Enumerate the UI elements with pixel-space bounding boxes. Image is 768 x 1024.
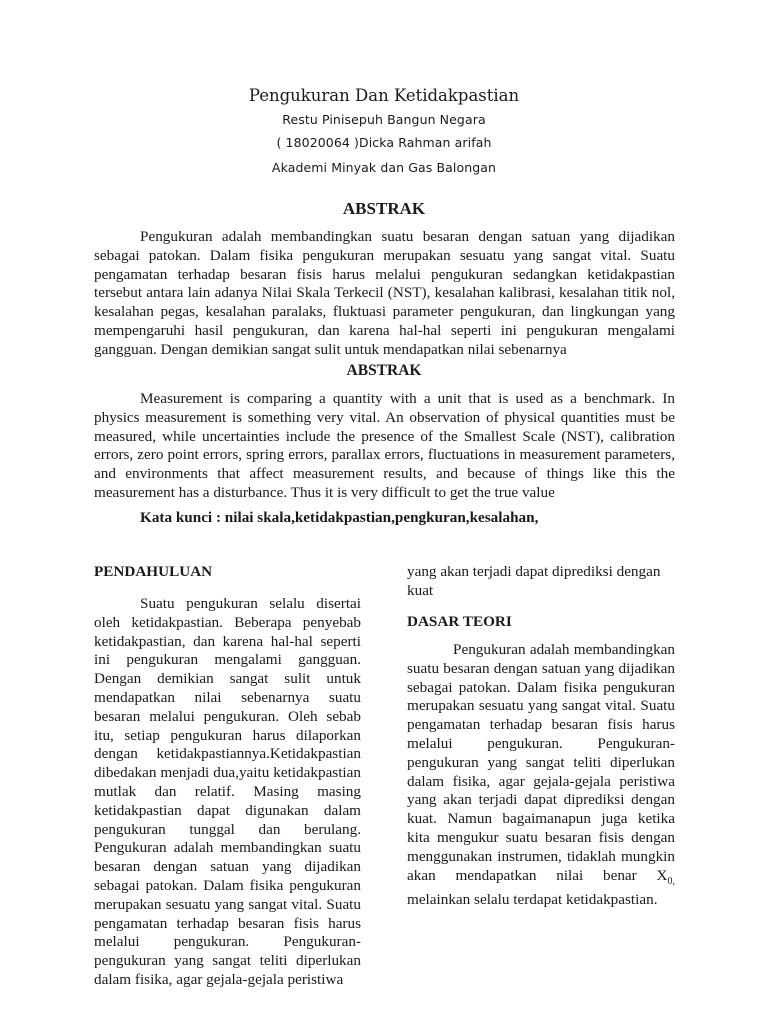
dasar-teori-text-part-2: melainkan selalu terdapat ketidakpastian. bbox=[407, 891, 658, 909]
author-line-2: ( 18020064 )Dicka Rahman arifah bbox=[276, 135, 492, 150]
abstract-text-indonesian: Pengukuran adalah membandingkan suatu besaran dengan satuan yang dijadikan sebagai patokan. Dalam fisika pengukuran merupakan sesuatu yang sangat vital. Suatu pengamatan terhadap besaran fisis harus melalui pengukuran sedangkan ketidakpastian tersebut antara lain adanya Nilai Skala Terkecil (NST), kesalahan kalibrasi, kesalahan titik nol, kesalahan pegas, kesalahan paralaks, fluktuasi parameter pengukuran, dan lingkungan yang mempengaruhi hasil pengukuran, dan karena hal-hal seperti ini pengukuran mengalami gangguan. Dengan demikian sangat sulit untuk mendapatkan nilai sebenarnya bbox=[94, 228, 675, 358]
abstract-heading-indonesian: ABSTRAK bbox=[342, 199, 426, 218]
abstract-heading-english: ABSTRAK bbox=[346, 362, 422, 379]
author-line-1: Restu Pinisepuh Bangun Negara bbox=[282, 112, 486, 127]
dasar-teori-text-part-1: Pengukuran adalah membandingkan suatu besaran dengan satuan yang dijadikan sebagai patokan. Dalam fisika pengukuran merupakan sesuatu yang sangat vital. Suatu pengamatan terhadap besaran fisis harus melalui pengukuran. Pengukuran-pengukuran yang sangat teliti diperlukan dalam fisika, agar gejala-gejala peristiwa yang akan terjadi dapat diprediksi dengan kuat. Namun bagaimanapun juga ketika kita mengukur suatu besaran fisis dengan menggunakan instrumen, tidaklah mungkin akan mendapatkan nilai benar X bbox=[407, 641, 675, 884]
keywords-line: Kata kunci : nilai skala,ketidakpastian,pengkuran,kesalahan, bbox=[140, 509, 539, 526]
section-heading-dasar-teori: DASAR TEORI bbox=[407, 613, 512, 630]
pendahuluan-body: Suatu pengukuran selalu disertai oleh ketidakpastian. Beberapa penyebab ketidakpastian, dan karena hal-hal seperti ini pengukuran mengalami gangguan. Dengan demikian sangat sulit untuk mendapatkan nilai sebenarnya suatu besaran melalui pengukuran. Oleh sebab itu, setiap pengukuran harus dilaporkan dengan ketidakpastiannya.Ketidakpastian dibedakan menjadi dua,yaitu ketidakpastian mutlak dan relatif. Masing masing ketidakpastian dapat digunakan dalam pengukuran tunggal dan berulang. Pengukuran adalah membandingkan suatu besaran dengan satuan yang dijadikan sebagai patokan. Dalam fisika pengukuran merupakan sesuatu yang sangat vital. Suatu pengamatan terhadap besaran fisis harus melalui pengukuran. Pengukuran-pengukuran yang sangat teliti diperlukan dalam fisika, agar gejala-gejala peristiwa bbox=[94, 595, 361, 988]
dasar-teori-body bbox=[407, 641, 675, 910]
section-heading-pendahuluan: PENDAHULUAN bbox=[94, 563, 213, 580]
dasar-teori-subscript: 0, bbox=[667, 875, 675, 887]
abstract-text-english: Measurement is comparing a quantity with a unit that is used as a benchmark. In physics measurement is something very vital. An observation of physical quantities must be measured, while uncertainties include the presence of the Smallest Scale (NST), calibration errors, zero point errors, spring errors, parallax errors, fluctuations in measurement parameters, and environments that affect measurement results, and because of things like this the measurement has a disturbance. Thus it is very difficult to get the true value bbox=[94, 390, 675, 501]
affiliation-line: Akademi Minyak dan Gas Balongan bbox=[271, 160, 497, 175]
pendahuluan-continuation: yang akan terjadi dapat diprediksi dengan kuat bbox=[407, 563, 661, 599]
paper-title: Pengukuran Dan Ketidakpastian bbox=[248, 86, 520, 105]
